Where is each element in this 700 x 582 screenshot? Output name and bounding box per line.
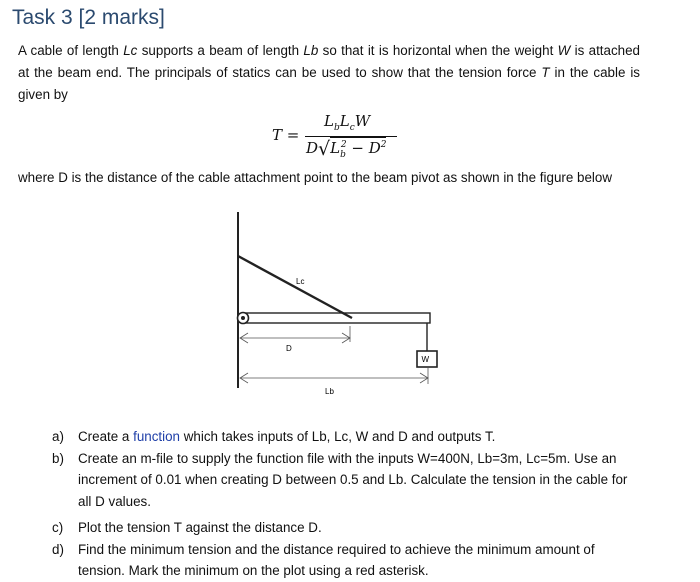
task-c-text: Plot the tension T against the distance D. [78, 520, 322, 535]
intro-text-5: in the cable is given by [18, 65, 640, 102]
tension-formula [272, 110, 422, 166]
task-marker: a) [52, 429, 64, 444]
task-d-text: Find the minimum tension and the distance required to achieve the minimum amount of tension. Mark the minimum on the plot using a red asterisk. [78, 541, 595, 578]
label-w: W [421, 355, 430, 364]
task-list [52, 426, 642, 582]
intro-paragraph [18, 40, 640, 106]
task-b-text: Create an m-file to supply the function file with the inputs W=400N, Lb=3m, Lc=5m. Use an increment of 0.01 when creating D between 0.5 and Lb. Calculate the tension in the cable for all D values. [78, 450, 628, 509]
beam [242, 313, 430, 323]
task-title: Task 3 [2 marks] [12, 6, 165, 29]
intro-text-1: A cable of length [18, 43, 124, 58]
pivot-center [241, 316, 245, 320]
task-marker: c) [52, 520, 64, 535]
task-item-b [52, 448, 642, 513]
task-item-d [52, 539, 642, 582]
task-a-pre: Create a [78, 429, 134, 444]
label-lc: Lc [296, 277, 305, 286]
beam-diagram [230, 210, 450, 400]
label-lb: Lb [325, 387, 334, 396]
intro-text-4: is attached at the beam end. The principals of statics can be used to show that the tension force [18, 43, 641, 80]
function-link[interactable]: function [133, 429, 180, 444]
label-d: D [286, 344, 292, 353]
var-lc: Lc [123, 43, 138, 58]
task-marker: d) [52, 541, 64, 557]
formula-numerator: $L_bL_cW$ [324, 112, 371, 133]
var-lb: Lb [303, 43, 319, 58]
var-t: T [541, 65, 550, 80]
formula-denominator: $D√L_b^2 - D^2$ [306, 138, 387, 160]
task-item-a [52, 426, 642, 448]
task-a-post: which takes inputs of Lb, Lc, W and D and outputs T. [180, 429, 496, 444]
task-marker: b) [52, 450, 64, 466]
intro-text-2: supports a beam of length [137, 43, 304, 58]
intro-text-3: so that it is horizontal when the weight [318, 43, 558, 58]
formula-lhs: T = [272, 126, 300, 144]
cable-line [238, 256, 352, 318]
task-item-c [52, 517, 642, 539]
var-w: W [557, 43, 571, 58]
followup-paragraph: where D is the distance of the cable attachment point to the beam pivot as shown in the figure below [18, 170, 613, 185]
